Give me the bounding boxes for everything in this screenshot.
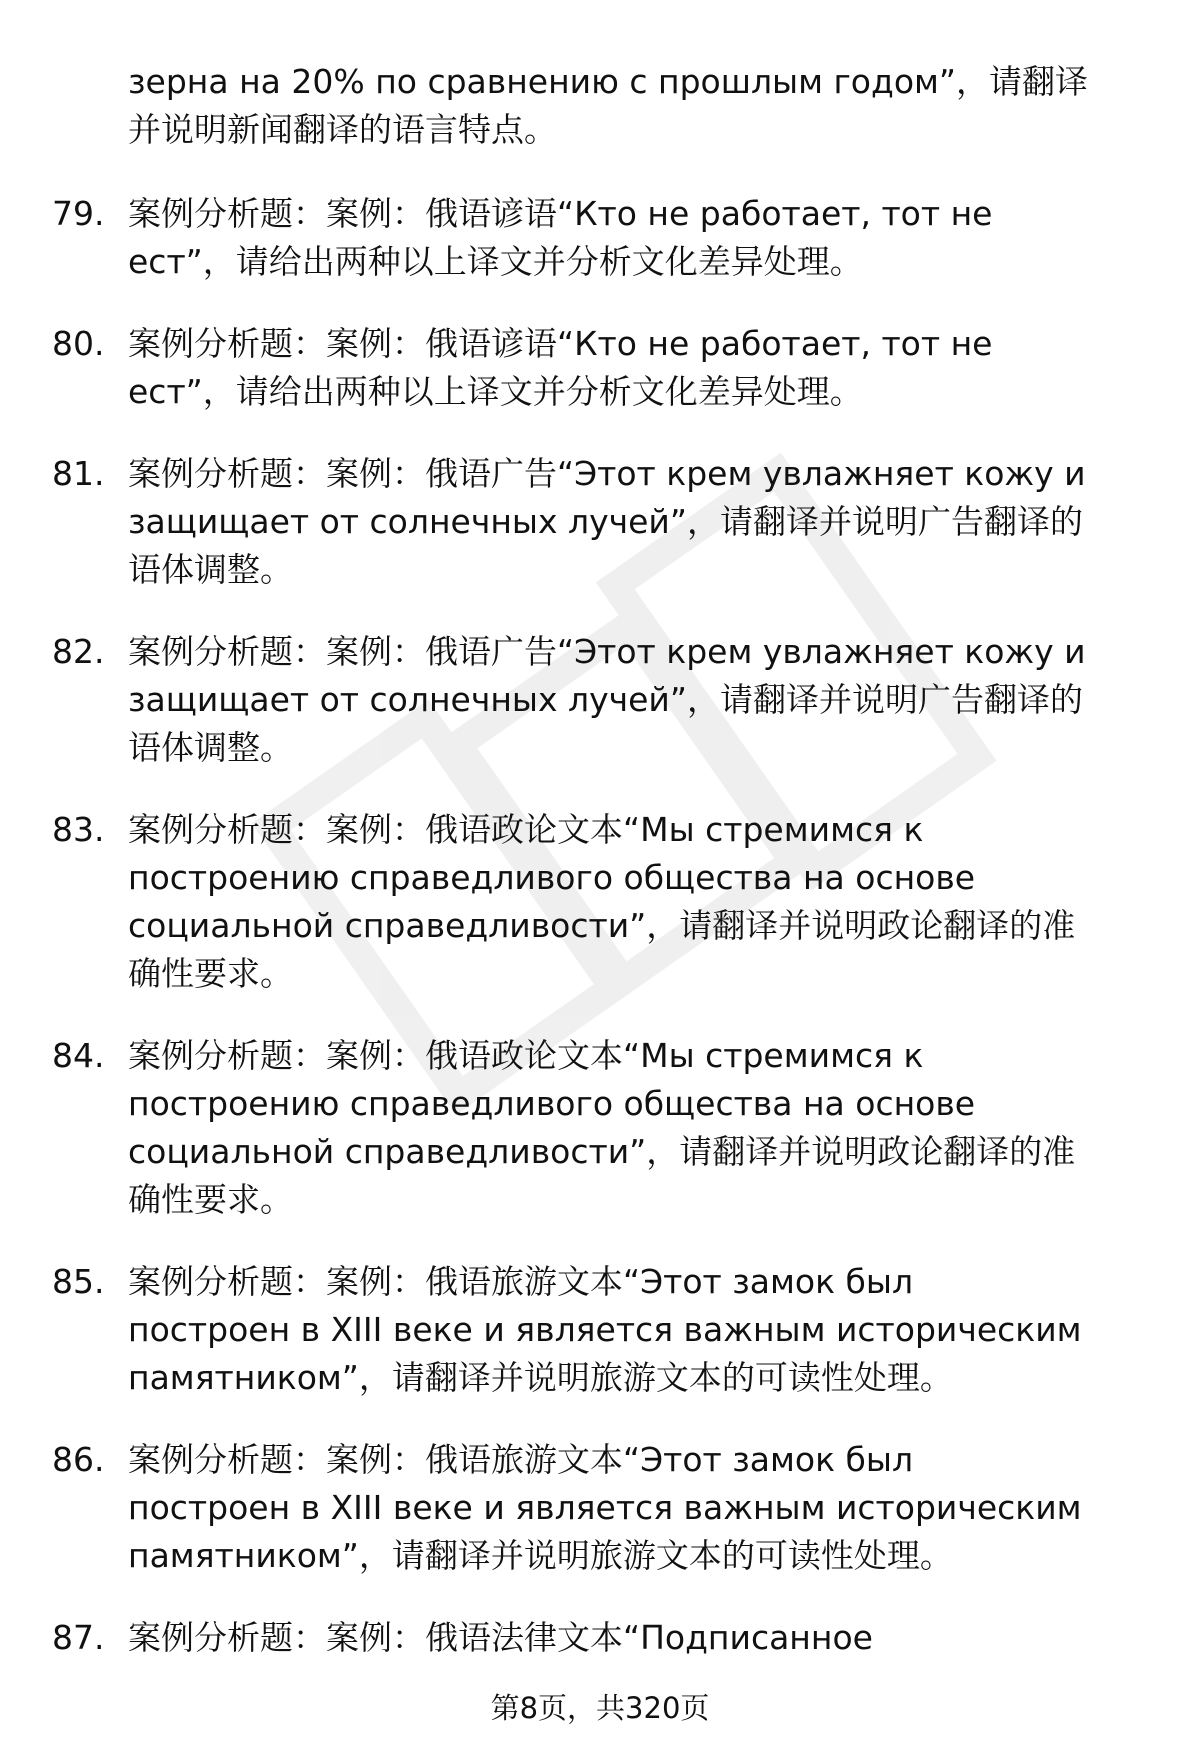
text-line: памятником”，请翻译并说明旅游文本的可读性处理。 [128, 1536, 953, 1575]
question-79 [0, 190, 1200, 286]
text-line: 并说明新闻翻译的语言特点。 [128, 110, 557, 149]
text-line: 案例分析题：案例：俄语广告“Этот крем увлажняет кожу и [128, 454, 1086, 493]
text-line: 案例分析题：案例：俄语旅游文本“Этот замок был [128, 1262, 914, 1301]
question-83 [0, 806, 1200, 998]
question-number: 82. [52, 632, 105, 671]
text-line: ест”，请给出两种以上译文并分析文化差异处理。 [128, 242, 863, 281]
text-line: 案例分析题：案例：俄语广告“Этот крем увлажняет кожу и [128, 632, 1086, 671]
text-line: 语体调整。 [128, 550, 293, 589]
question-81 [0, 450, 1200, 594]
question-number: 80. [52, 324, 105, 363]
question-85 [0, 1258, 1200, 1402]
text-line: 案例分析题：案例：俄语谚语“Кто не работает, тот не [128, 194, 993, 233]
text-line: защищает от солнечных лучей”，请翻译并说明广告翻译的 [128, 502, 1083, 541]
text-line: зерна на 20% по сравнению с прошлым годом”，请翻译 [128, 62, 1088, 101]
text-line: построению справедливого общества на основе [128, 858, 976, 897]
text-line: 案例分析题：案例：俄语政论文本“Мы стремимся к [128, 810, 924, 849]
question-number: 84. [52, 1036, 105, 1075]
question-number: 86. [52, 1440, 105, 1479]
text-line: социальной справедливости”，请翻译并说明政论翻译的准 [128, 906, 1076, 945]
text-line: 确性要求。 [128, 1180, 293, 1219]
text-line: 语体调整。 [128, 728, 293, 767]
text-line: построен в XIII веке и является важным историческим [128, 1488, 1082, 1527]
text-line: 案例分析题：案例：俄语谚语“Кто не работает, тот не [128, 324, 993, 363]
question-80 [0, 320, 1200, 416]
text-line: 案例分析题：案例：俄语旅游文本“Этот замок был [128, 1440, 914, 1479]
text-line: 确性要求。 [128, 954, 293, 993]
text-line: 案例分析题：案例：俄语法律文本“Подписанное [128, 1618, 873, 1657]
question-number: 81. [52, 454, 105, 493]
question-number: 85. [52, 1262, 105, 1301]
text-line: ест”，请给出两种以上译文并分析文化差异处理。 [128, 372, 863, 411]
question-82 [0, 628, 1200, 772]
intro-paragraph [0, 58, 1200, 154]
text-line: построению справедливого общества на основе [128, 1084, 976, 1123]
text-line: 案例分析题：案例：俄语政论文本“Мы стремимся к [128, 1036, 924, 1075]
text-line: памятником”，请翻译并说明旅游文本的可读性处理。 [128, 1358, 953, 1397]
question-number: 87. [52, 1618, 105, 1657]
text-line: построен в XIII веке и является важным историческим [128, 1310, 1082, 1349]
page-footer: 第8页，共320页 [490, 1691, 710, 1725]
question-number: 79. [52, 194, 105, 233]
question-87 [0, 1614, 1200, 1662]
text-line: социальной справедливости”，请翻译并说明政论翻译的准 [128, 1132, 1076, 1171]
document-body [0, 58, 1200, 1662]
text-line: защищает от солнечных лучей”，请翻译并说明广告翻译的 [128, 680, 1083, 719]
question-86 [0, 1436, 1200, 1580]
question-number: 83. [52, 810, 105, 849]
question-84 [0, 1032, 1200, 1224]
